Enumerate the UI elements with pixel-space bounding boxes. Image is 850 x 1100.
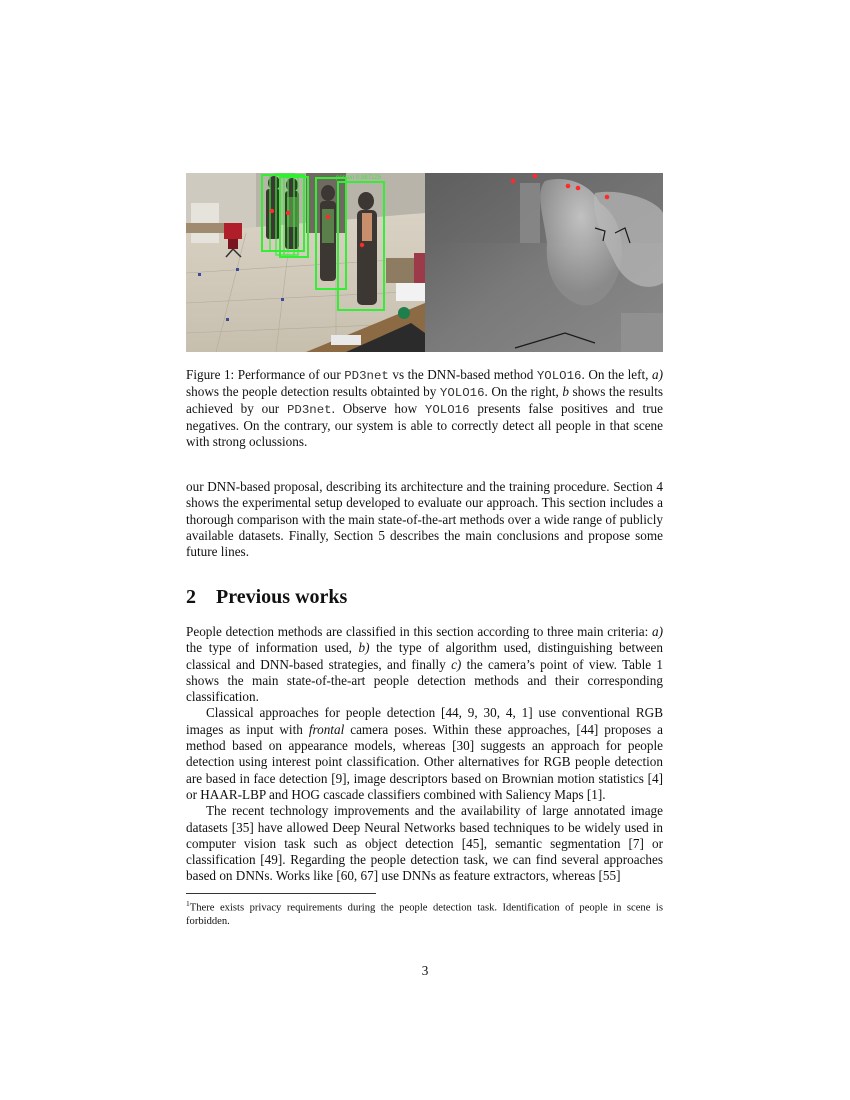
caption-text: Figure 1: Performance of our [186,367,345,382]
caption-text: . On the left, [581,367,652,382]
method-name-yolo16: YOLO16 [424,403,470,417]
emphasis: a) [652,624,663,639]
paragraph-text: Classical approaches for people detection [44, 9, 30, 4, 1] use conventional RGB images as input with [186,705,663,737]
caption-text: shows the results achieved by our [186,384,663,416]
page-number: 3 [421,963,429,978]
method-name-yolo16: YOLO16 [439,386,485,400]
section-heading [186,586,347,609]
emphasis: c) [451,656,462,672]
paragraph-3: The recent technology improvements and the availability of large annotated image datasets [35] have allowed Deep Neural Networks based techniques to be widely used in computer vision task such as object detection [45], semantic segmentation [7] or classification [49]. Regarding the people detection task, we can find several approaches based on DNNs. Works like [60, 67] use DNNs as feature extractors, whereas [55] [186,803,663,884]
figure-1 [186,173,663,352]
method-name-pd3net: PD3net [344,369,389,383]
detection-label: person 0.887125 [336,175,382,181]
caption-emphasis: a) [652,367,663,382]
caption-text: shows the people detection results obtainted by [186,384,440,399]
paragraph-text: the camera’s point of view. Table 1 shows the main state-of-the-art people detection methods and their corresponding classification. [186,656,663,705]
method-name-yolo16: YOLO16 [536,369,582,383]
footnote-mark: 1 [186,899,190,908]
section-number: 2 [186,586,196,608]
method-name-pd3net: PD3net [286,403,332,417]
caption-text: vs the DNN-based method [388,367,537,382]
emphasis: b) [358,640,370,656]
yolo-detection-image [186,173,425,352]
footnote [186,897,663,928]
caption-text: . On the right, [484,384,563,399]
paragraph-1 [186,624,663,705]
caption-emphasis: b [562,384,569,399]
paragraph-text: the type of algorithm used, distinguishing between classical and DNN-based strategies, and finally [186,640,663,672]
caption-text: . Observe how [331,401,425,416]
paragraph-text: camera poses. Within these approaches, [44] proposes a method based on appearance models, whereas [30] suggests an approach for people detection using interest point classification. Other alternatives for RGB people detection are based in face detection [9], image descriptors based on Brownian motion statistics [4] or HAAR-LBP and HOG cascade classifiers combined with Saliency Maps [1]. [186,721,663,802]
section-body [186,624,663,885]
intro-paragraph [186,479,663,560]
pd3net-depth-image [425,173,663,352]
paragraph-text: our DNN-based proposal, describing its architecture and the training procedure. Section 4 shows the experimental setup developed to evaluate our approach. This section includes a thorough comparison with the main state-of-the-art methods over a wide range of publicly available datasets. Finally, Section 5 describes the main conclusions and propose some future lines. [186,479,663,560]
figure-caption [186,367,663,450]
emphasis: frontal [308,721,345,737]
section-title: Previous works [216,586,348,608]
paragraph-text: People detection methods are classified in this section according to three main criteria: [186,624,652,639]
footnote-text: There exists privacy requirements during the people detection task. Identification of people in scene is forbidden. [186,902,663,927]
footnote-rule [186,893,376,894]
paragraph-2 [186,705,663,803]
caption-text: presents false positives and true negatives. On the contrary, our system is able to correctly detect all people in that scene with strong oclussions. [186,401,664,449]
paragraph-text: the type of information used, [186,640,359,656]
